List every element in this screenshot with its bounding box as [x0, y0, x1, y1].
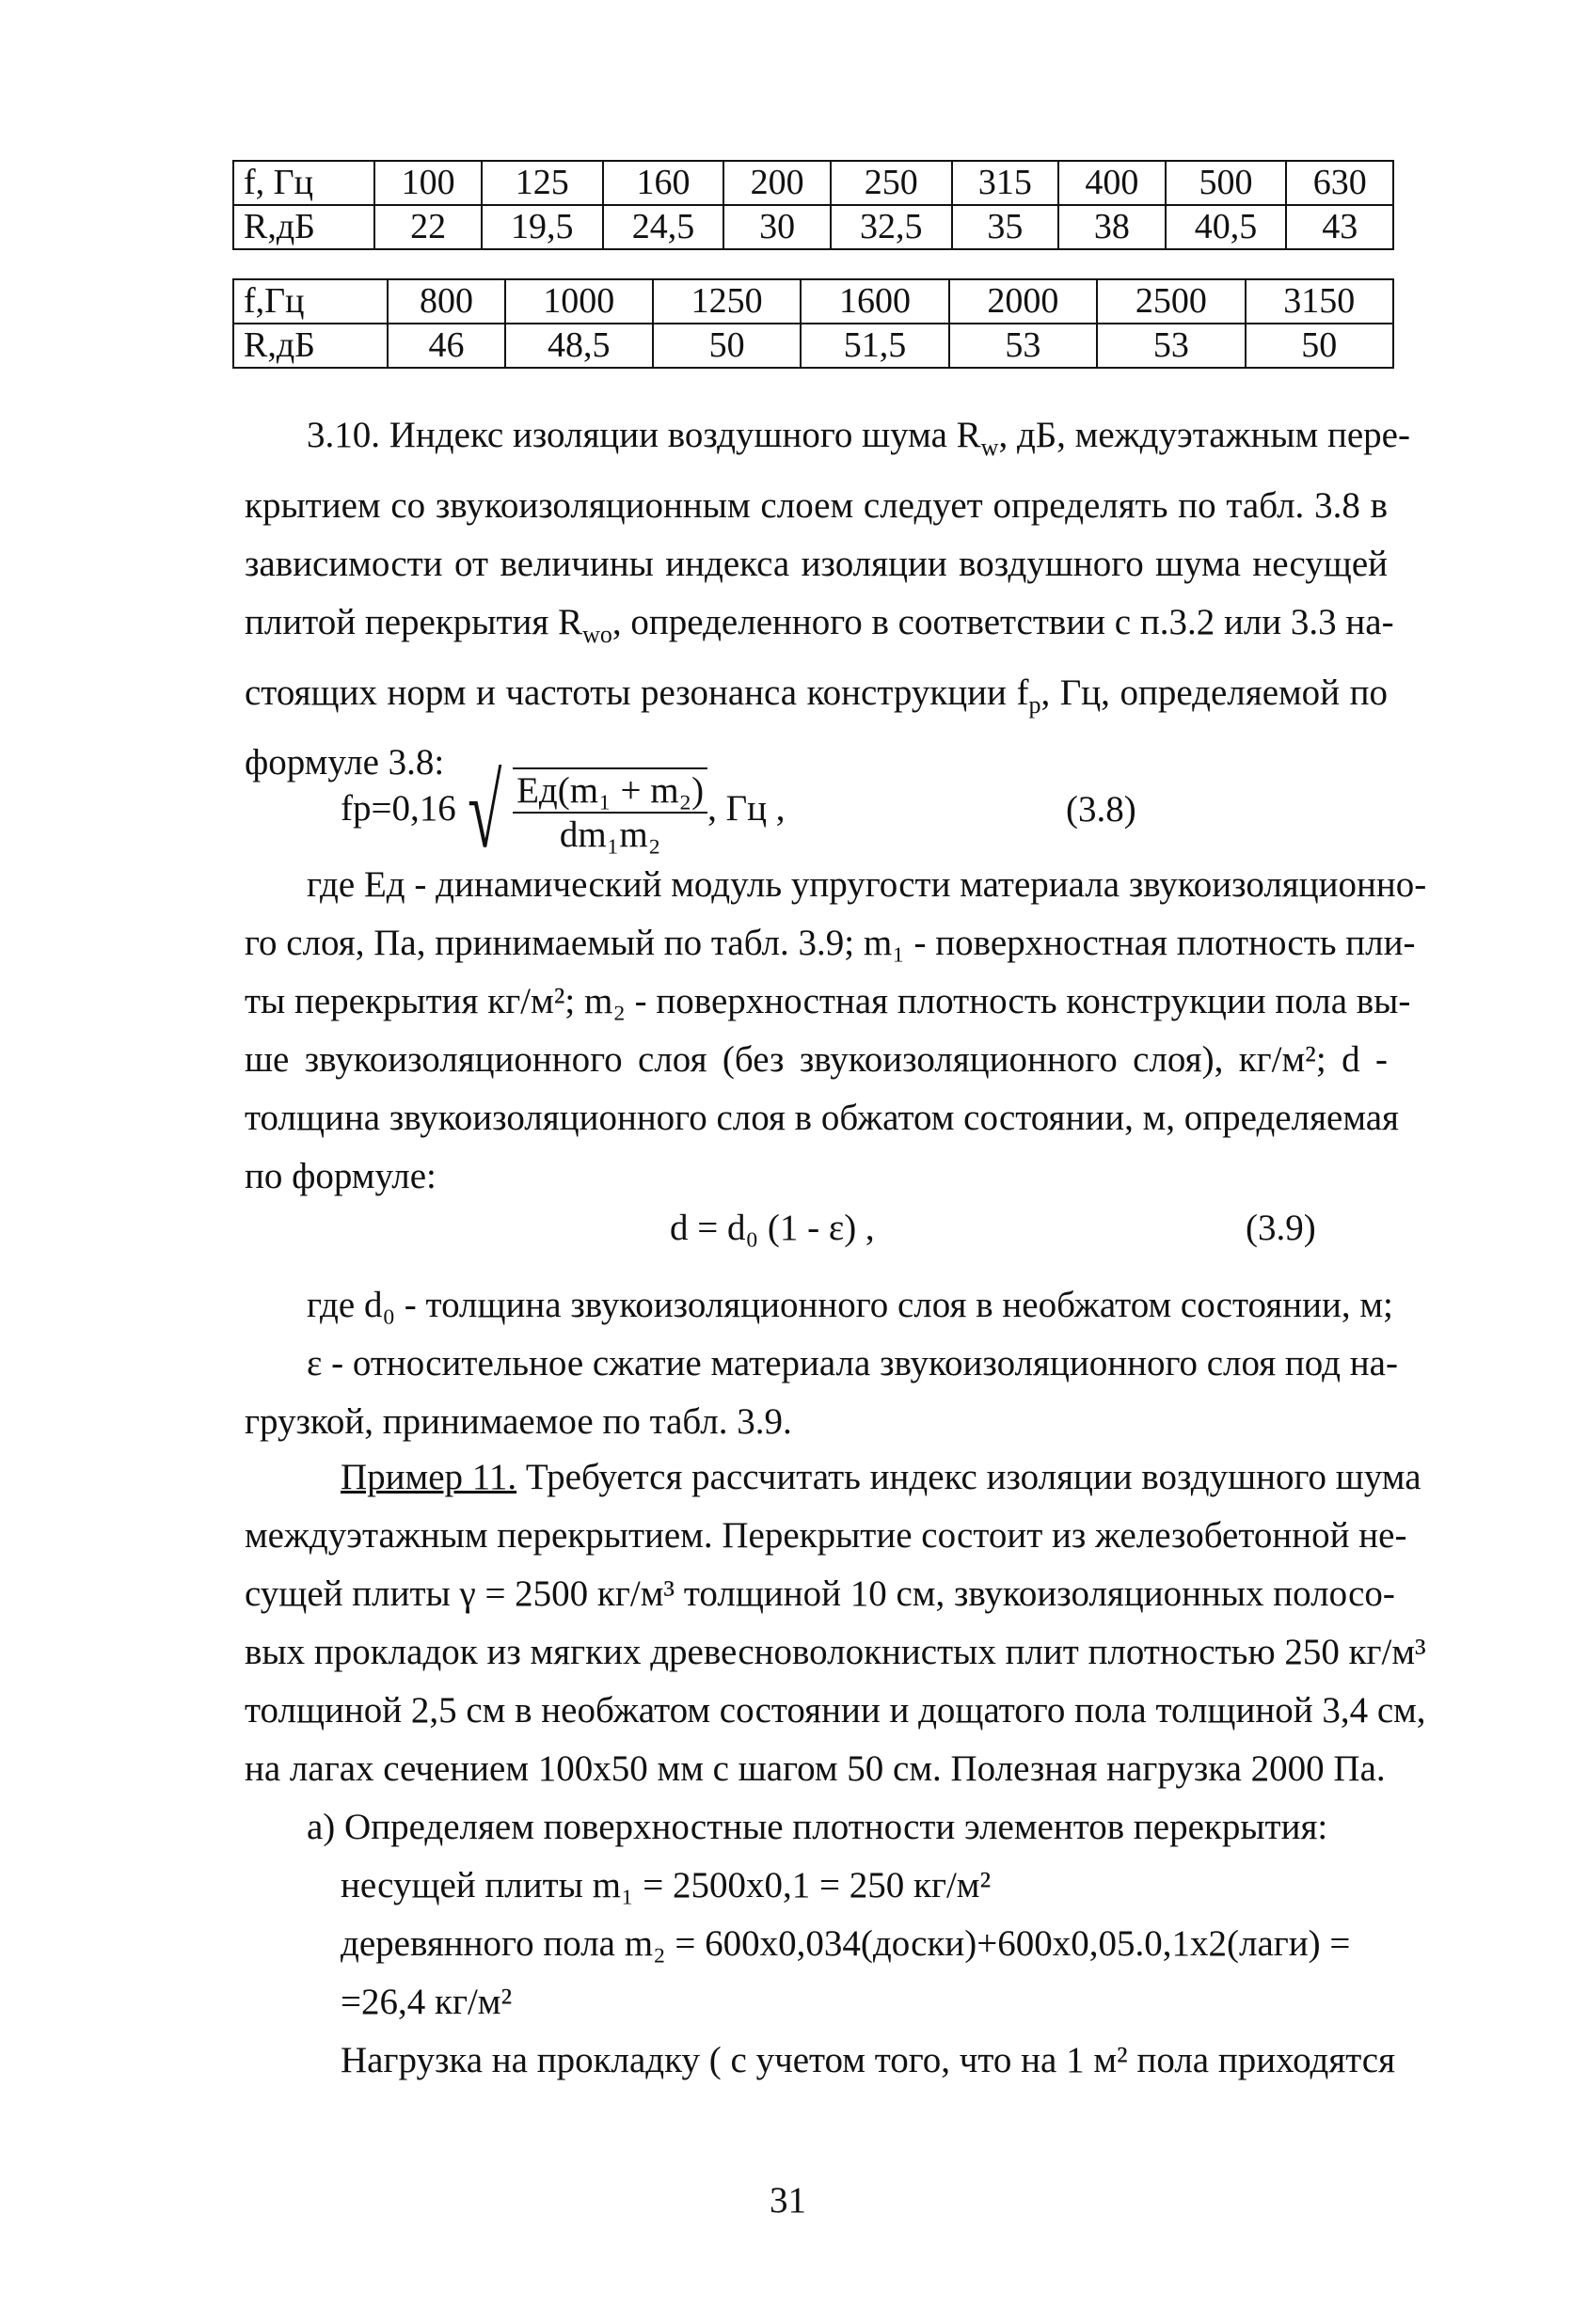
table-cell: 250 — [831, 161, 952, 205]
table-cell: 48,5 — [505, 324, 653, 368]
para-line: крытием со звукоизоляционным слоем следует определять по табл. 3.8 в — [245, 484, 1388, 526]
table-cell: 200 — [723, 161, 831, 205]
formula-fraction — [513, 767, 707, 856]
table-cell: 32,5 — [831, 205, 952, 249]
table-cell: 50 — [1246, 324, 1393, 368]
formula-3-8 — [341, 754, 786, 869]
para-line: а) Определяем поверхностные плотности элементов перекрытия: — [307, 1807, 1328, 1847]
table-cell: 2500 — [1097, 279, 1245, 324]
equation-number-3-8: (3.8) — [1066, 789, 1136, 830]
formula-numerator: Eд(m₁ + m₂) — [513, 769, 707, 814]
frequency-table-2 — [232, 278, 1394, 369]
para-line: формуле 3.8: — [245, 742, 445, 783]
para-line: плитой перекрытия $R_{wo}$, определенного в соответствии с п.3.2 или 3.3 на- — [245, 601, 1394, 648]
para-line: междуэтажным перекрытием. Перекрытие состоит из железобетонной не- — [245, 1515, 1407, 1556]
para-line: стоящих норм и частоты резонанса конструкции $f_р$, Гц, определяемой по — [245, 672, 1388, 719]
row-header-cell: f, Гц — [233, 161, 374, 205]
frequency-table-1 — [232, 160, 1394, 250]
table-cell: 100 — [374, 161, 482, 205]
formula-3-9: d = d₀ (1 - ε) , — [670, 1208, 875, 1248]
table-cell: 38 — [1058, 205, 1166, 249]
table-cell: 1600 — [801, 279, 948, 324]
step-a — [245, 1798, 1396, 2090]
paragraph-3-10 — [245, 406, 1410, 792]
paragraph-where-1 — [245, 856, 1427, 1206]
table-row — [233, 279, 1393, 324]
table-cell: 51,5 — [801, 324, 948, 368]
table-cell: 24,5 — [603, 205, 724, 249]
table-cell: 30 — [723, 205, 831, 249]
table-cell: 400 — [1058, 161, 1166, 205]
para-line: деревянного пола m₂ = 600х0,034(доски)+600х0,05.0,1х2(лаги) = — [341, 1923, 1351, 1964]
para-line: =26,4 кг/м² — [341, 1982, 513, 2022]
para-line: Пример 11. Требуется рассчитать индекс изоляции воздушного шума — [341, 1457, 1421, 1497]
paragraph-where-2 — [245, 1276, 1398, 1451]
para-line: по формуле: — [245, 1156, 437, 1196]
table-cell: 1000 — [505, 279, 653, 324]
table-cell: 35 — [952, 205, 1059, 249]
frequency-table-2-body — [233, 279, 1393, 368]
table-cell: 125 — [482, 161, 603, 205]
example-11 — [245, 1448, 1426, 1798]
formula-denominator: dm₁m₂ — [559, 814, 661, 855]
example-label: Пример 11. — [341, 1457, 517, 1497]
table-cell: 22 — [374, 205, 482, 249]
para-line: грузкой, принимаемое по табл. 3.9. — [245, 1401, 792, 1442]
row-header-cell: f,Гц — [233, 279, 388, 324]
table-cell: 630 — [1286, 161, 1393, 205]
table-row — [233, 324, 1393, 368]
table-cell: 19,5 — [482, 205, 603, 249]
para-line: вых прокладок из мягких древесноволокнистых плит плотностью 250 кг/м³ — [245, 1632, 1426, 1672]
para-line: ε - относительное сжатие материала звукоизоляционного слоя под на- — [307, 1343, 1398, 1383]
table-cell: 160 — [603, 161, 724, 205]
para-line: где Eд - динамический модуль упругости материала звукоизоляционно- — [307, 864, 1427, 905]
para-line: несущей плиты m₁ = 2500х0,1 = 250 кг/м² — [341, 1865, 992, 1905]
para-line: толщиной 2,5 см в необжатом состоянии и дощатого пола толщиной 3,4 см, — [245, 1690, 1426, 1731]
formula-unit: , Гц , — [707, 787, 786, 829]
para-line: го слоя, Па, принимаемый по табл. 3.9; m₁ - поверхностная плотность пли- — [245, 923, 1416, 963]
table-cell: 500 — [1166, 161, 1287, 205]
para-line: 3.10. Индекс изоляции воздушного шума $R_w$, дБ, междуэтажным пере- — [307, 415, 1410, 461]
row-header-cell: R,дБ — [233, 324, 388, 368]
sqrt-icon: √ — [467, 754, 502, 869]
table-cell: 315 — [952, 161, 1059, 205]
para-line: где d₀ - толщина звукоизоляционного слоя в необжатом состоянии, м; — [307, 1285, 1393, 1325]
table-cell: 2000 — [949, 279, 1097, 324]
table-cell: 40,5 — [1166, 205, 1287, 249]
table-cell: 50 — [653, 324, 801, 368]
table-cell: 1250 — [653, 279, 801, 324]
row-header-cell: R,дБ — [233, 205, 374, 249]
para-line: зависимости от величины индекса изоляции воздушного шума несущей — [245, 543, 1388, 584]
para-line: ше звукоизоляционного слоя (без звукоизоляционного слоя), кг/м²; d - — [245, 1039, 1388, 1080]
table-cell: 3150 — [1246, 279, 1393, 324]
page-number: 31 — [770, 2180, 806, 2221]
frequency-table-1-body — [233, 161, 1393, 249]
table-cell: 53 — [1097, 324, 1245, 368]
para-line: ты перекрытия кг/м²; m₂ - поверхностная плотность конструкции пола вы- — [245, 981, 1411, 1021]
table-row — [233, 205, 1393, 249]
table-row — [233, 161, 1393, 205]
para-line: сущей плиты γ = 2500 кг/м³ толщиной 10 см, звукоизоляционных полосо- — [245, 1573, 1395, 1614]
para-line: Нагрузка на прокладку ( с учетом того, что на 1 м² пола приходятся — [341, 2040, 1396, 2080]
formula-lhs: fр=0,16 — [341, 787, 456, 829]
para-line: на лагах сечением 100х50 мм с шагом 50 см. Полезная нагрузка 2000 Па. — [245, 1748, 1386, 1789]
para-line: толщина звукоизоляционного слоя в обжатом состоянии, м, определяемая — [245, 1098, 1399, 1138]
table-cell: 43 — [1286, 205, 1393, 249]
table-cell: 53 — [949, 324, 1097, 368]
table-cell: 46 — [388, 324, 504, 368]
table-cell: 800 — [388, 279, 504, 324]
equation-number-3-9: (3.9) — [1246, 1208, 1316, 1248]
